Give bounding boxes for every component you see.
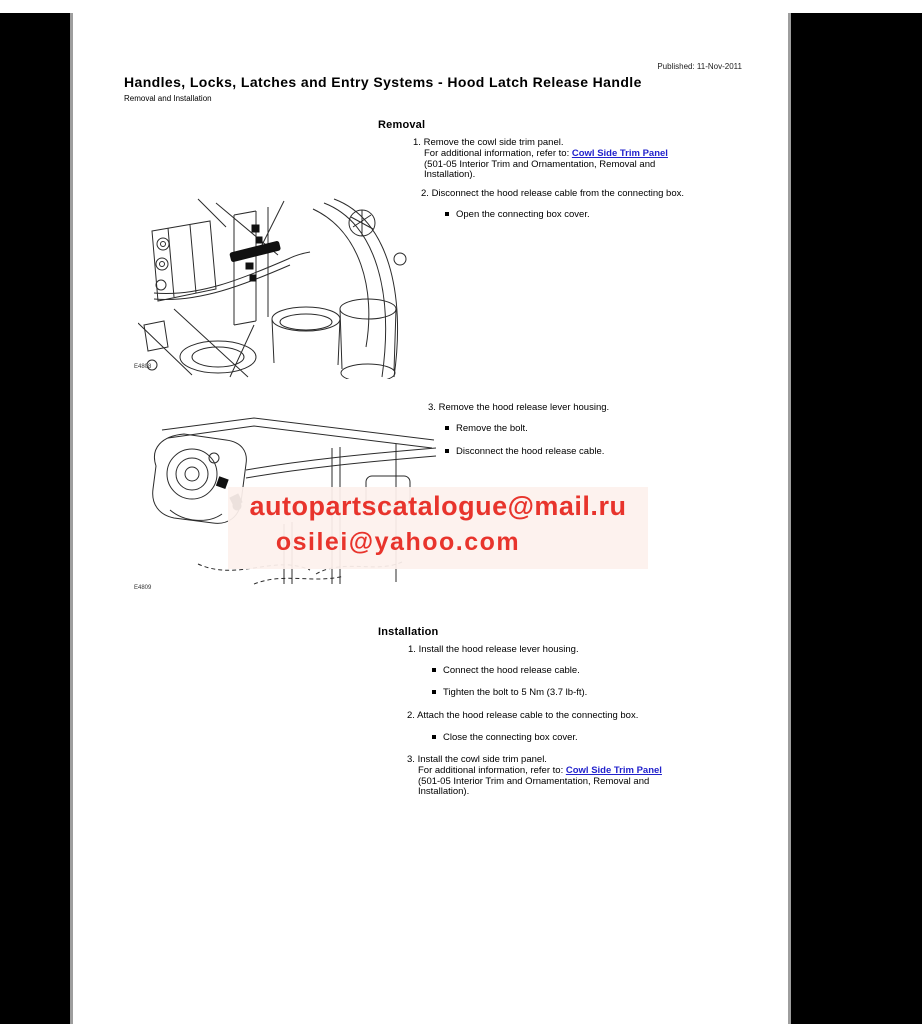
step-text: Disconnect the hood release cable from the connecting box. — [431, 188, 685, 199]
installation-heading: Installation — [378, 626, 439, 638]
step-text: Attach the hood release cable to the connecting box. — [417, 710, 639, 721]
step-number: 3. — [428, 402, 436, 413]
page-subtitle: Removal and Installation — [124, 94, 212, 103]
step-number: 1. — [408, 644, 416, 655]
watermark-overlay — [228, 487, 648, 569]
published-date: Published: 11-Nov-2011 — [657, 62, 742, 71]
step-text: Install the hood release lever housing. — [418, 644, 579, 655]
installation-step-1 — [408, 645, 738, 656]
figure-1-code: E4808 — [134, 364, 152, 370]
removal-heading: Removal — [378, 119, 426, 131]
refer-line: Installation). — [424, 169, 476, 181]
cowl-side-trim-panel-link[interactable]: Cowl Side Trim Panel — [571, 147, 668, 159]
page-title: Handles, Locks, Latches and Entry Systems - Hood Latch Release Handle — [124, 74, 642, 90]
refer-line: (501-05 Interior Trim and Ornamentation, Removal and — [418, 775, 650, 787]
figure-1-diagram — [138, 197, 423, 379]
refer-line: Installation). — [418, 786, 470, 798]
installation-step-1-bullet: Connect the hood release cable. — [432, 666, 580, 677]
installation-step-3 — [407, 755, 741, 798]
refer-note — [424, 149, 747, 181]
refer-line: (501-05 Interior Trim and Ornamentation, Removal and — [424, 158, 656, 170]
step-number: 1. — [413, 137, 421, 148]
step-text: Install the cowl side trim panel. — [417, 754, 547, 765]
watermark-email-2: osilei@yahoo.com — [275, 528, 521, 556]
installation-step-2 — [407, 711, 747, 722]
removal-step-1 — [413, 138, 747, 181]
step-number: 2. — [421, 188, 429, 199]
removal-step-3-bullet: Remove the bolt. — [445, 424, 528, 435]
right-margin-bar — [788, 13, 922, 1024]
step-number: 3. — [407, 754, 415, 765]
installation-step-2-bullet: Close the connecting box cover. — [432, 733, 578, 744]
step-number: 2. — [407, 710, 415, 721]
step-text: Remove the cowl side trim panel. — [423, 137, 564, 148]
removal-step-2-bullet: Open the connecting box cover. — [445, 210, 590, 221]
watermark-email-1: autopartscatalogue@mail.ru — [249, 491, 627, 521]
installation-step-1-bullet: Tighten the bolt to 5 Nm (3.7 lb-ft). — [432, 688, 587, 699]
removal-step-2 — [421, 189, 761, 200]
refer-prefix: For additional information, refer to: — [418, 764, 566, 776]
refer-note — [418, 766, 741, 798]
refer-prefix: For additional information, refer to: — [424, 147, 572, 159]
left-margin-bar — [0, 13, 73, 1024]
step-text: Remove the hood release lever housing. — [438, 402, 610, 413]
figure-connecting-box — [138, 197, 423, 379]
cowl-side-trim-panel-link[interactable]: Cowl Side Trim Panel — [565, 764, 662, 776]
removal-step-3-bullet: Disconnect the hood release cable. — [445, 447, 604, 458]
figure-2-code: E4809 — [134, 585, 152, 591]
removal-step-3 — [428, 403, 748, 414]
